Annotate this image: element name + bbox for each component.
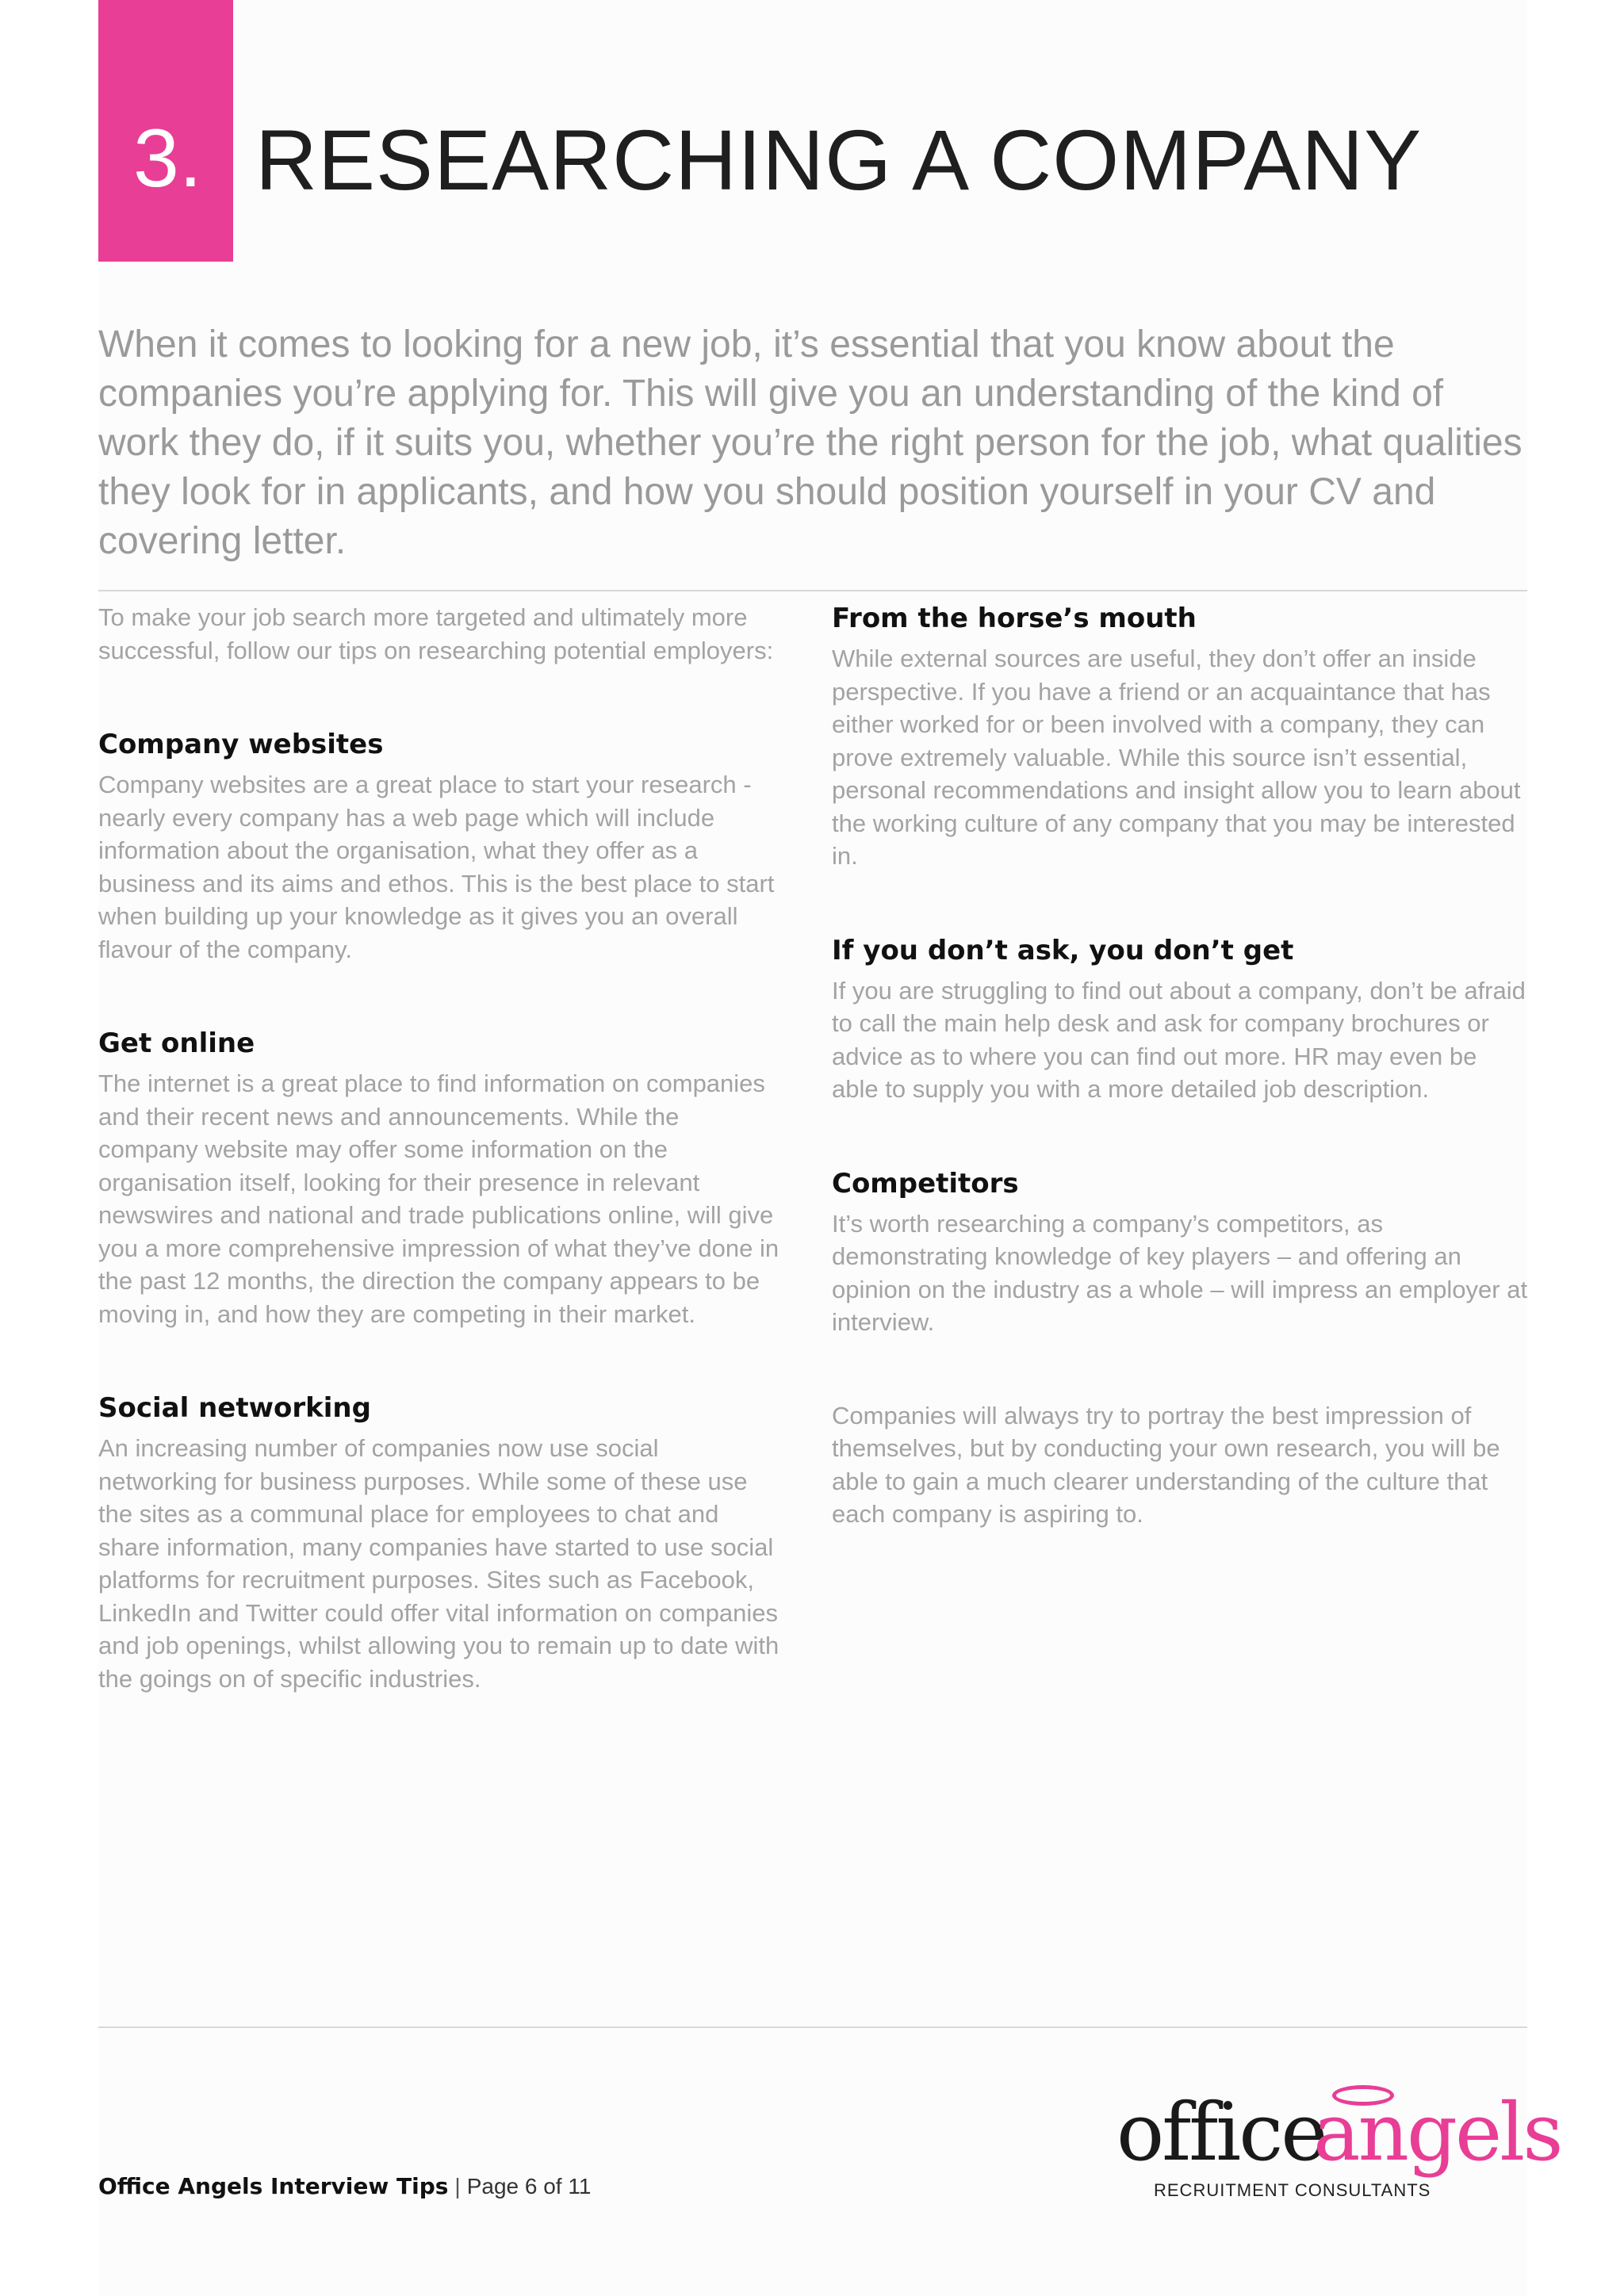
intro-paragraph: When it comes to looking for a new job, it’s essential that you know about the companies you’re applying for. This will give you an understanding of the kind of work they do, if it suits you, whether you’re the right person for the job, what qualities they look for in applicants, and how you should position yourself in your CV and covering letter. [98, 323, 1522, 562]
closing-paragraph: Companies will always try to portray the best impression of themselves, but by conducting your own research, you will be able to gain a much clearer understanding of the culture that each company is aspiring to. [832, 1401, 1500, 1528]
section-body-dont-ask: If you are struggling to find out about a company, don’t be afraid to call the main help desk and ask for company brochures or advice as to where you can find out more. HR may even be able to supply you with a more detailed job description. [832, 976, 1526, 1103]
lead-paragraph: To make your job search more targeted and ultimately more successful, follow our tips on researching potential employers: [98, 603, 774, 664]
section-heading-competitors: Competitors [832, 1167, 1019, 1200]
footer [98, 2172, 591, 2201]
section-body-competitors: It’s worth researching a company’s competitors, as demonstrating knowledge of key players – and offering an opinion on the industry as a whole – will impress an employer at interview. [832, 1209, 1528, 1336]
office-angels-logo [1116, 2086, 1561, 2204]
section-heading-dont-ask: If you don’t ask, you don’t get [832, 934, 1294, 966]
footer-divider [98, 2026, 1527, 2028]
section-body-get-online: The internet is a great place to find information on companies and their recent news and announcements. While the company website may offer some information on the organisation itself, looking for their presence in relevant newswires and national and trade publications online, will give you a more comprehensive impression of what they’ve done in the past 12 months, the direction the company appears to be moving in, and how they are competing in their market. [98, 1070, 779, 1328]
left-column [98, 601, 780, 1695]
logo-tagline: RECRUITMENT CONSULTANTS [1154, 2180, 1431, 2200]
section-body-company-websites: Company websites are a great place to start your research - nearly every company has a web page which will include information about the organisation, what they offer as a business and its aims and ethos. This is the best place to start when building up your knowledge as it gives you an overall flavour of the company. [98, 771, 775, 963]
top-divider [98, 590, 1527, 591]
section-heading-get-online: Get online [98, 1027, 255, 1059]
right-column [832, 601, 1530, 1531]
section-heading-horses-mouth: From the horse’s mouth [832, 603, 1197, 634]
section-heading-social-networking: Social networking [98, 1392, 371, 1424]
section-body-social-networking: An increasing number of companies now use social networking for business purposes. While some of these use the sites as a communal place for employees to chat and share information, many companies have started to use social platforms for recruitment purposes. Sites such as Facebook, LinkedIn and Twitter could offer vital information on companies and job openings, whilst allowing you to remain up to date with the goings on of specific industries. [98, 1434, 779, 1693]
chapter-number: 3. [133, 113, 202, 205]
page-number: Page 6 of 11 [466, 2174, 592, 2198]
section-body-horses-mouth: While external sources are useful, they don’t offer an inside perspective. If you have a friend or an acquaintance that has either worked for or been involved with a company, they can prove extremely valuable. While this source isn’t essential, personal recommendations and insight allow you to learn about the working culture of any company that you may be interested in. [832, 645, 1521, 870]
section-heading-company-websites: Company websites [98, 729, 384, 760]
page-title: RESEARCHING A COMPANY [255, 112, 1423, 208]
footer-brand: Office Angels Interview Tips [98, 2173, 449, 2199]
footer-separator: | [454, 2174, 461, 2198]
logo-word-office: office [1116, 2086, 1326, 2179]
logo-word-angels: angels [1313, 2086, 1561, 2179]
